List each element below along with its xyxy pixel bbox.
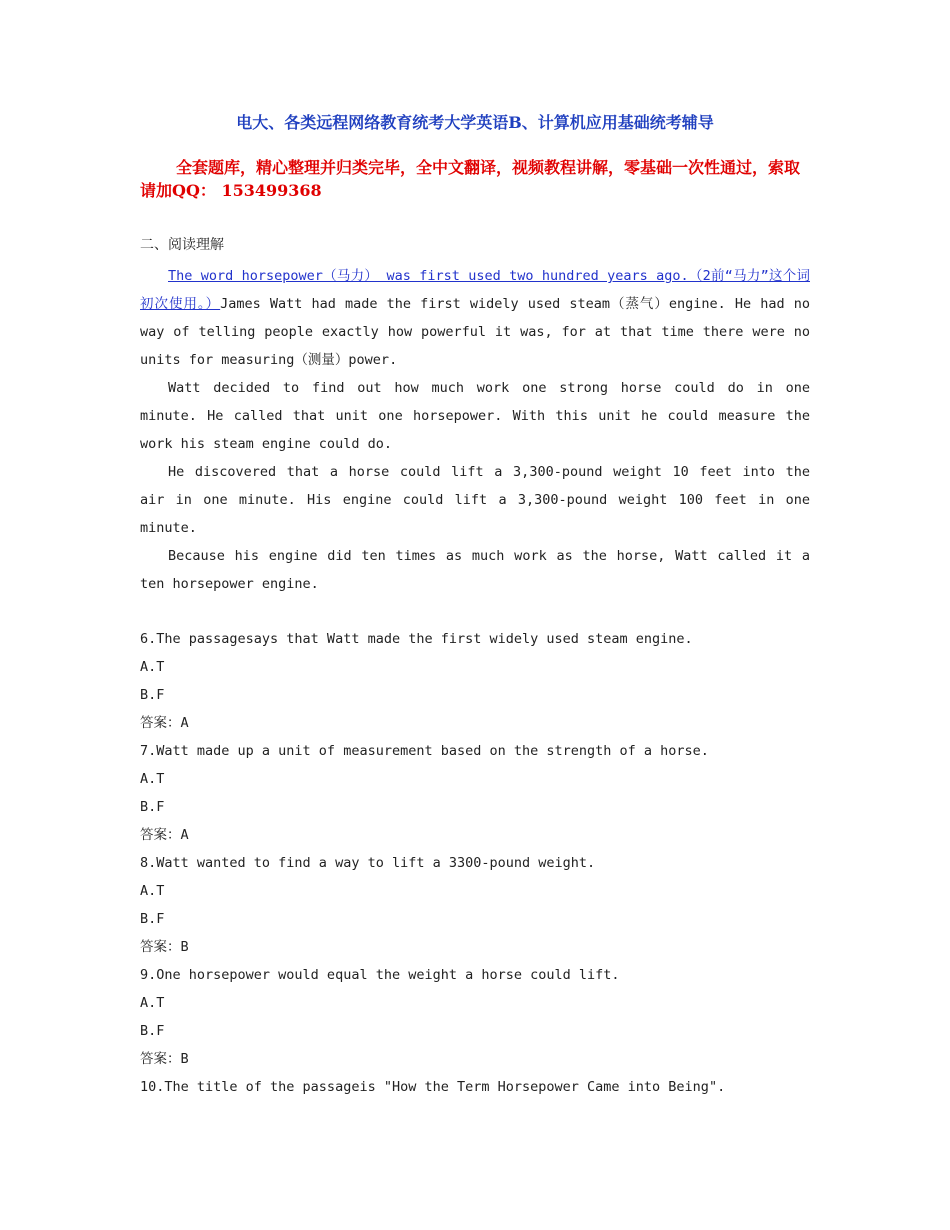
page-title: 电大、各类远程网络教育统考大学英语B、计算机应用基础统考辅导 xyxy=(236,113,714,132)
option-b: B.F xyxy=(140,687,165,703)
answer-text: 答案：B xyxy=(140,939,189,955)
passage-p1-text: James Watt had made the first widely used steam（蒸气）engine. He had no way of telling people exactly how powerful it was, for at that time there were no units for measuring（测量）power. xyxy=(140,296,811,368)
option-a: A.T xyxy=(140,659,165,675)
passage-paragraph-1 xyxy=(140,262,810,374)
reading-passage xyxy=(140,262,810,598)
answer-text: 答案：B xyxy=(140,1051,189,1067)
option-b: B.F xyxy=(140,1023,165,1039)
question-list xyxy=(140,625,810,1101)
promo-text: 全套题库，精心整理并归类完毕，全中文翻译，视频教程讲解，零基础一次性通过，索取请加QQ： 153499368 xyxy=(140,158,801,200)
section-heading: 二、阅读理解 xyxy=(140,237,224,253)
option-a: A.T xyxy=(140,771,165,787)
passage-link[interactable]: The word horsepower（马力） was first used two hundred years ago.（2前“马力”这个词初次使用。） xyxy=(140,268,810,312)
question-text: 8.Watt wanted to find a way to lift a 3300-pound weight. xyxy=(140,855,596,871)
passage-paragraph-3: He discovered that a horse could lift a 3,300-pound weight 10 feet into the air in one minute. His engine could lift a 3,300-pound weight 100 feet in one minute. xyxy=(140,464,810,536)
passage-paragraph-4: Because his engine did ten times as much work as the horse, Watt called it a ten horsepower engine. xyxy=(140,548,810,592)
question-text: 10.The title of the passageis "How the Term Horsepower Came into Being". xyxy=(140,1079,726,1095)
passage-paragraph-2: Watt decided to find out how much work one strong horse could do in one minute. He called that unit one horsepower. With this unit he could measure the work his steam engine could do. xyxy=(140,380,810,452)
option-a: A.T xyxy=(140,995,165,1011)
question-text: 7.Watt made up a unit of measurement based on the strength of a horse. xyxy=(140,743,709,759)
option-a: A.T xyxy=(140,883,165,899)
option-b: B.F xyxy=(140,799,165,815)
question-text: 6.The passagesays that Watt made the first widely used steam engine. xyxy=(140,631,693,647)
answer-text: 答案：A xyxy=(140,715,189,731)
answer-text: 答案：A xyxy=(140,827,189,843)
question-text: 9.One horsepower would equal the weight a horse could lift. xyxy=(140,967,620,983)
option-b: B.F xyxy=(140,911,165,927)
